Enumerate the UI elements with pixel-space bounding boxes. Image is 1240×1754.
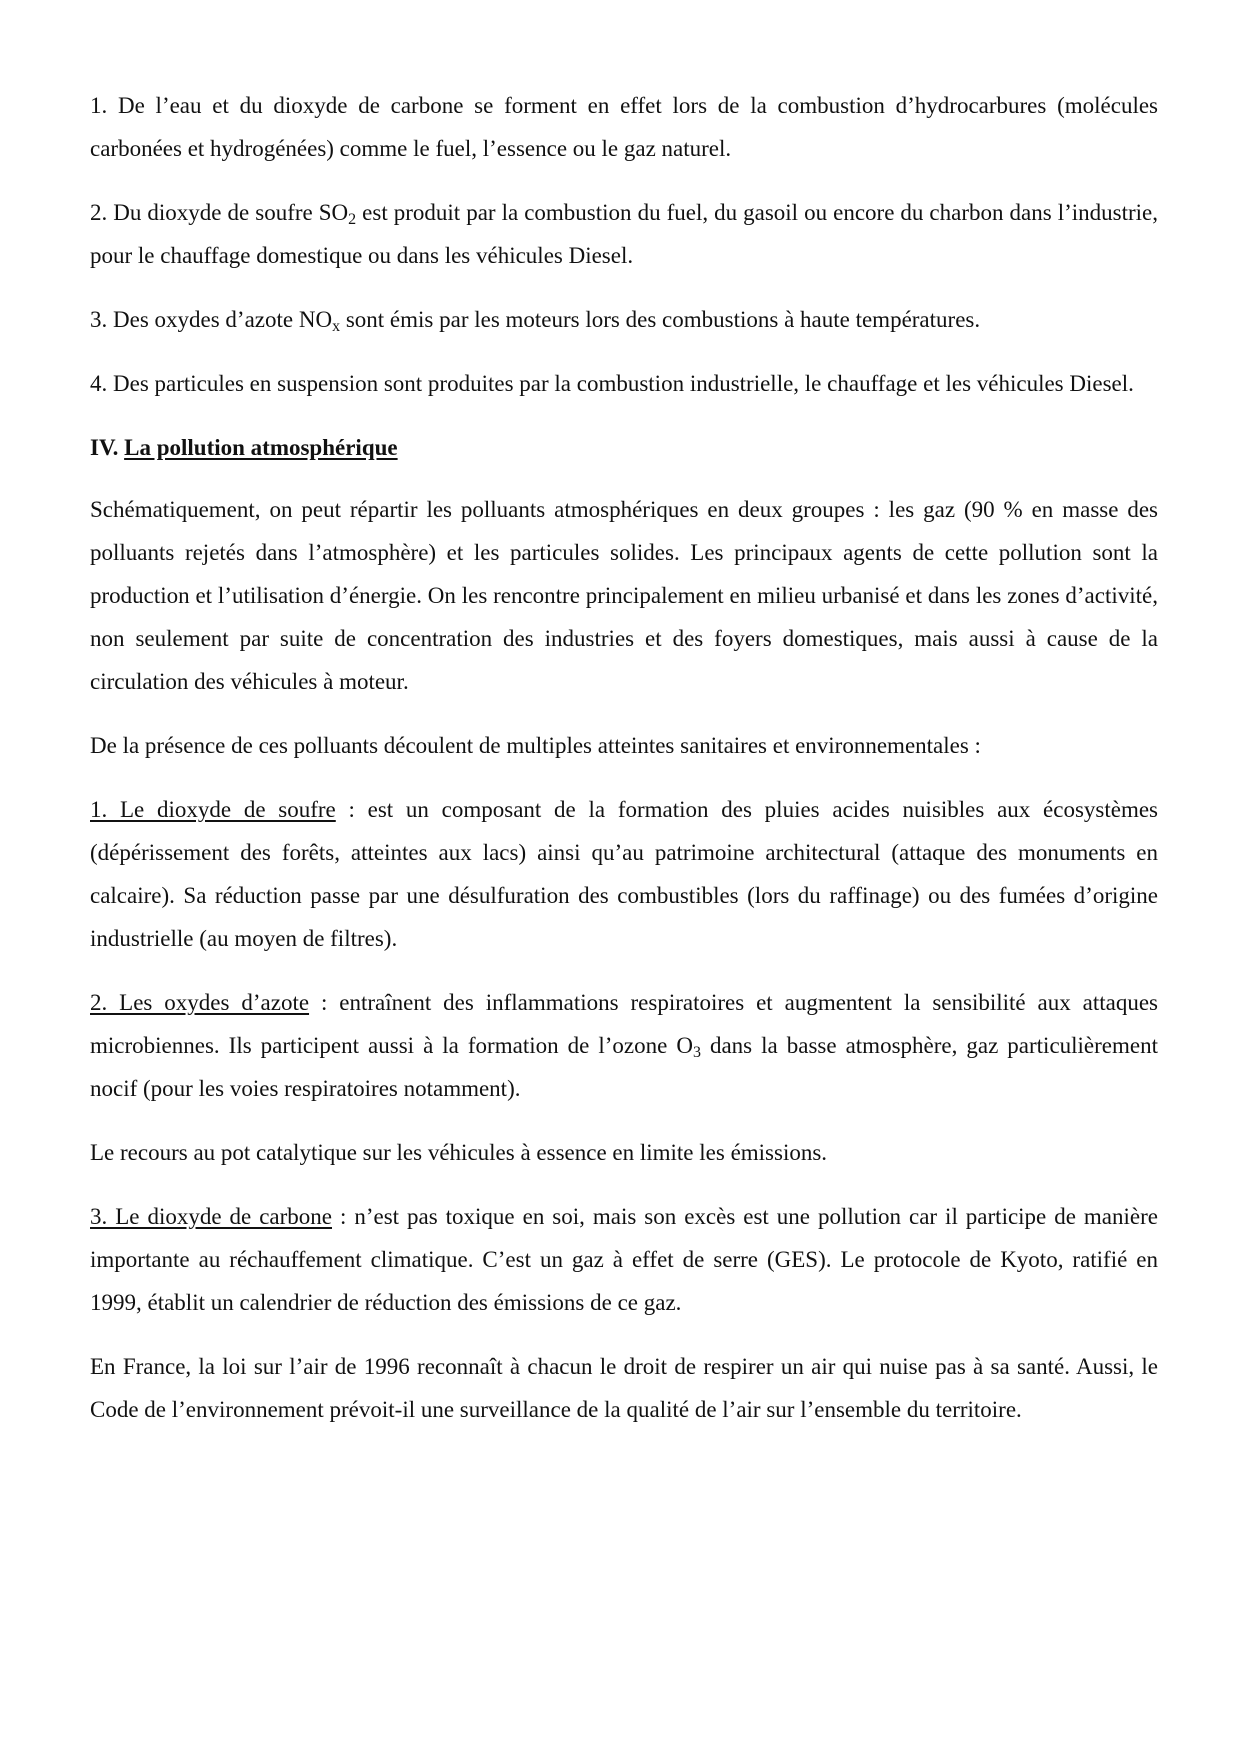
effect-so2-text: : est un composant de la formation des pluies acides nuisibles aux écosystèmes (dépérissement des forêts, atteintes aux lacs) ainsi qu’au patrimoine architectural (attaque des monuments en calcaire). Sa réduction passe par une désulfuration des combustibles (lors du raffinage) ou des fumées d’origine industrielle (au moyen de filtres).: [90, 797, 1158, 951]
source-item-1: [90, 84, 1158, 170]
effect-nox-note-text: Le recours au pot catalytique sur les véhicules à essence en limite les émissions.: [90, 1140, 828, 1165]
effect-nox: [90, 981, 1158, 1110]
effect-nox-label: 2. Les oxydes d’azote: [90, 990, 310, 1015]
effect-nox-text-end: dans la basse atmosphère, gaz particulièrement nocif (pour les voies respiratoires notamment).: [90, 1033, 1158, 1101]
ozone-subscript: 3: [692, 1044, 701, 1061]
source-item-1-text: 1. De l’eau et du dioxyde de carbone se forment en effet lors de la combustion d’hydrocarbures (molécules carbonées et hydrogénées) comme le fuel, l’essence ou le gaz naturel.: [90, 93, 1158, 161]
source-item-4: [90, 362, 1158, 405]
effect-co2-label: 3. Le dioxyde de carbone: [90, 1204, 332, 1229]
conclusion-paragraph: [90, 1345, 1158, 1431]
source-item-3-text-end: sont émis par les moteurs lors des combustions à haute températures.: [340, 307, 981, 332]
section-title: La pollution atmosphérique: [124, 435, 398, 460]
source-item-3: [90, 298, 1158, 341]
source-item-3-text-start: 3. Des oxydes d’azote NO: [90, 307, 333, 332]
section-number: IV.: [90, 435, 119, 460]
intro-paragraph: [90, 488, 1158, 703]
nox-subscript: x: [332, 318, 341, 335]
section-heading: [90, 426, 1158, 469]
source-item-2-text-end: est produit par la combustion du fuel, du gasoil ou encore du charbon dans l’industrie, pour le chauffage domestique ou dans les véhicules Diesel.: [90, 200, 1159, 268]
source-item-4-text: 4. Des particules en suspension sont produites par la combustion industrielle, le chauffage et les véhicules Diesel.: [90, 371, 1134, 396]
conclusion-text: En France, la loi sur l’air de 1996 reconnaît à chacun le droit de respirer un air qui nuise pas à sa santé. Aussi, le Code de l’environnement prévoit-il une surveillance de la qualité de l’air sur l’ensemble du territoire.: [90, 1354, 1158, 1422]
effect-nox-text-start: : entraînent des inflammations respiratoires et augmentent la sensibilité aux attaques microbiennes. Ils participent aussi à la formation de l’ozone O: [90, 990, 1159, 1058]
effects-intro: [90, 724, 1158, 767]
source-item-2-text-start: 2. Du dioxyde de soufre SO: [90, 200, 349, 225]
effect-co2-text: : n’est pas toxique en soi, mais son excès est une pollution car il participe de manière importante au réchauffement climatique. C’est un gaz à effet de serre (GES). Le protocole de Kyoto, ratifié en 1999, établit un calendrier de réduction des émissions de ce gaz.: [90, 1204, 1158, 1315]
effects-intro-text: De la présence de ces polluants découlent de multiples atteintes sanitaires et environnementales :: [90, 733, 981, 758]
effect-so2-label: 1. Le dioxyde de soufre: [90, 797, 336, 822]
source-item-2: [90, 191, 1158, 277]
effect-so2: [90, 788, 1158, 960]
so2-subscript: 2: [348, 211, 357, 228]
intro-paragraph-text: Schématiquement, on peut répartir les polluants atmosphériques en deux groupes : les gaz (90 % en masse des polluants rejetés dans l’atmosphère) et les particules solides. Les principaux agents de cette pollution sont la production et l’utilisation d’énergie. On les rencontre principalement en milieu urbanisé et dans les zones d’activité, non seulement par suite de concentration des industries et des foyers domestiques, mais aussi à cause de la circulation des véhicules à moteur.: [90, 497, 1158, 694]
effect-co2: [90, 1195, 1158, 1324]
effect-nox-note: [90, 1131, 1158, 1174]
document-body: [90, 84, 1158, 1452]
